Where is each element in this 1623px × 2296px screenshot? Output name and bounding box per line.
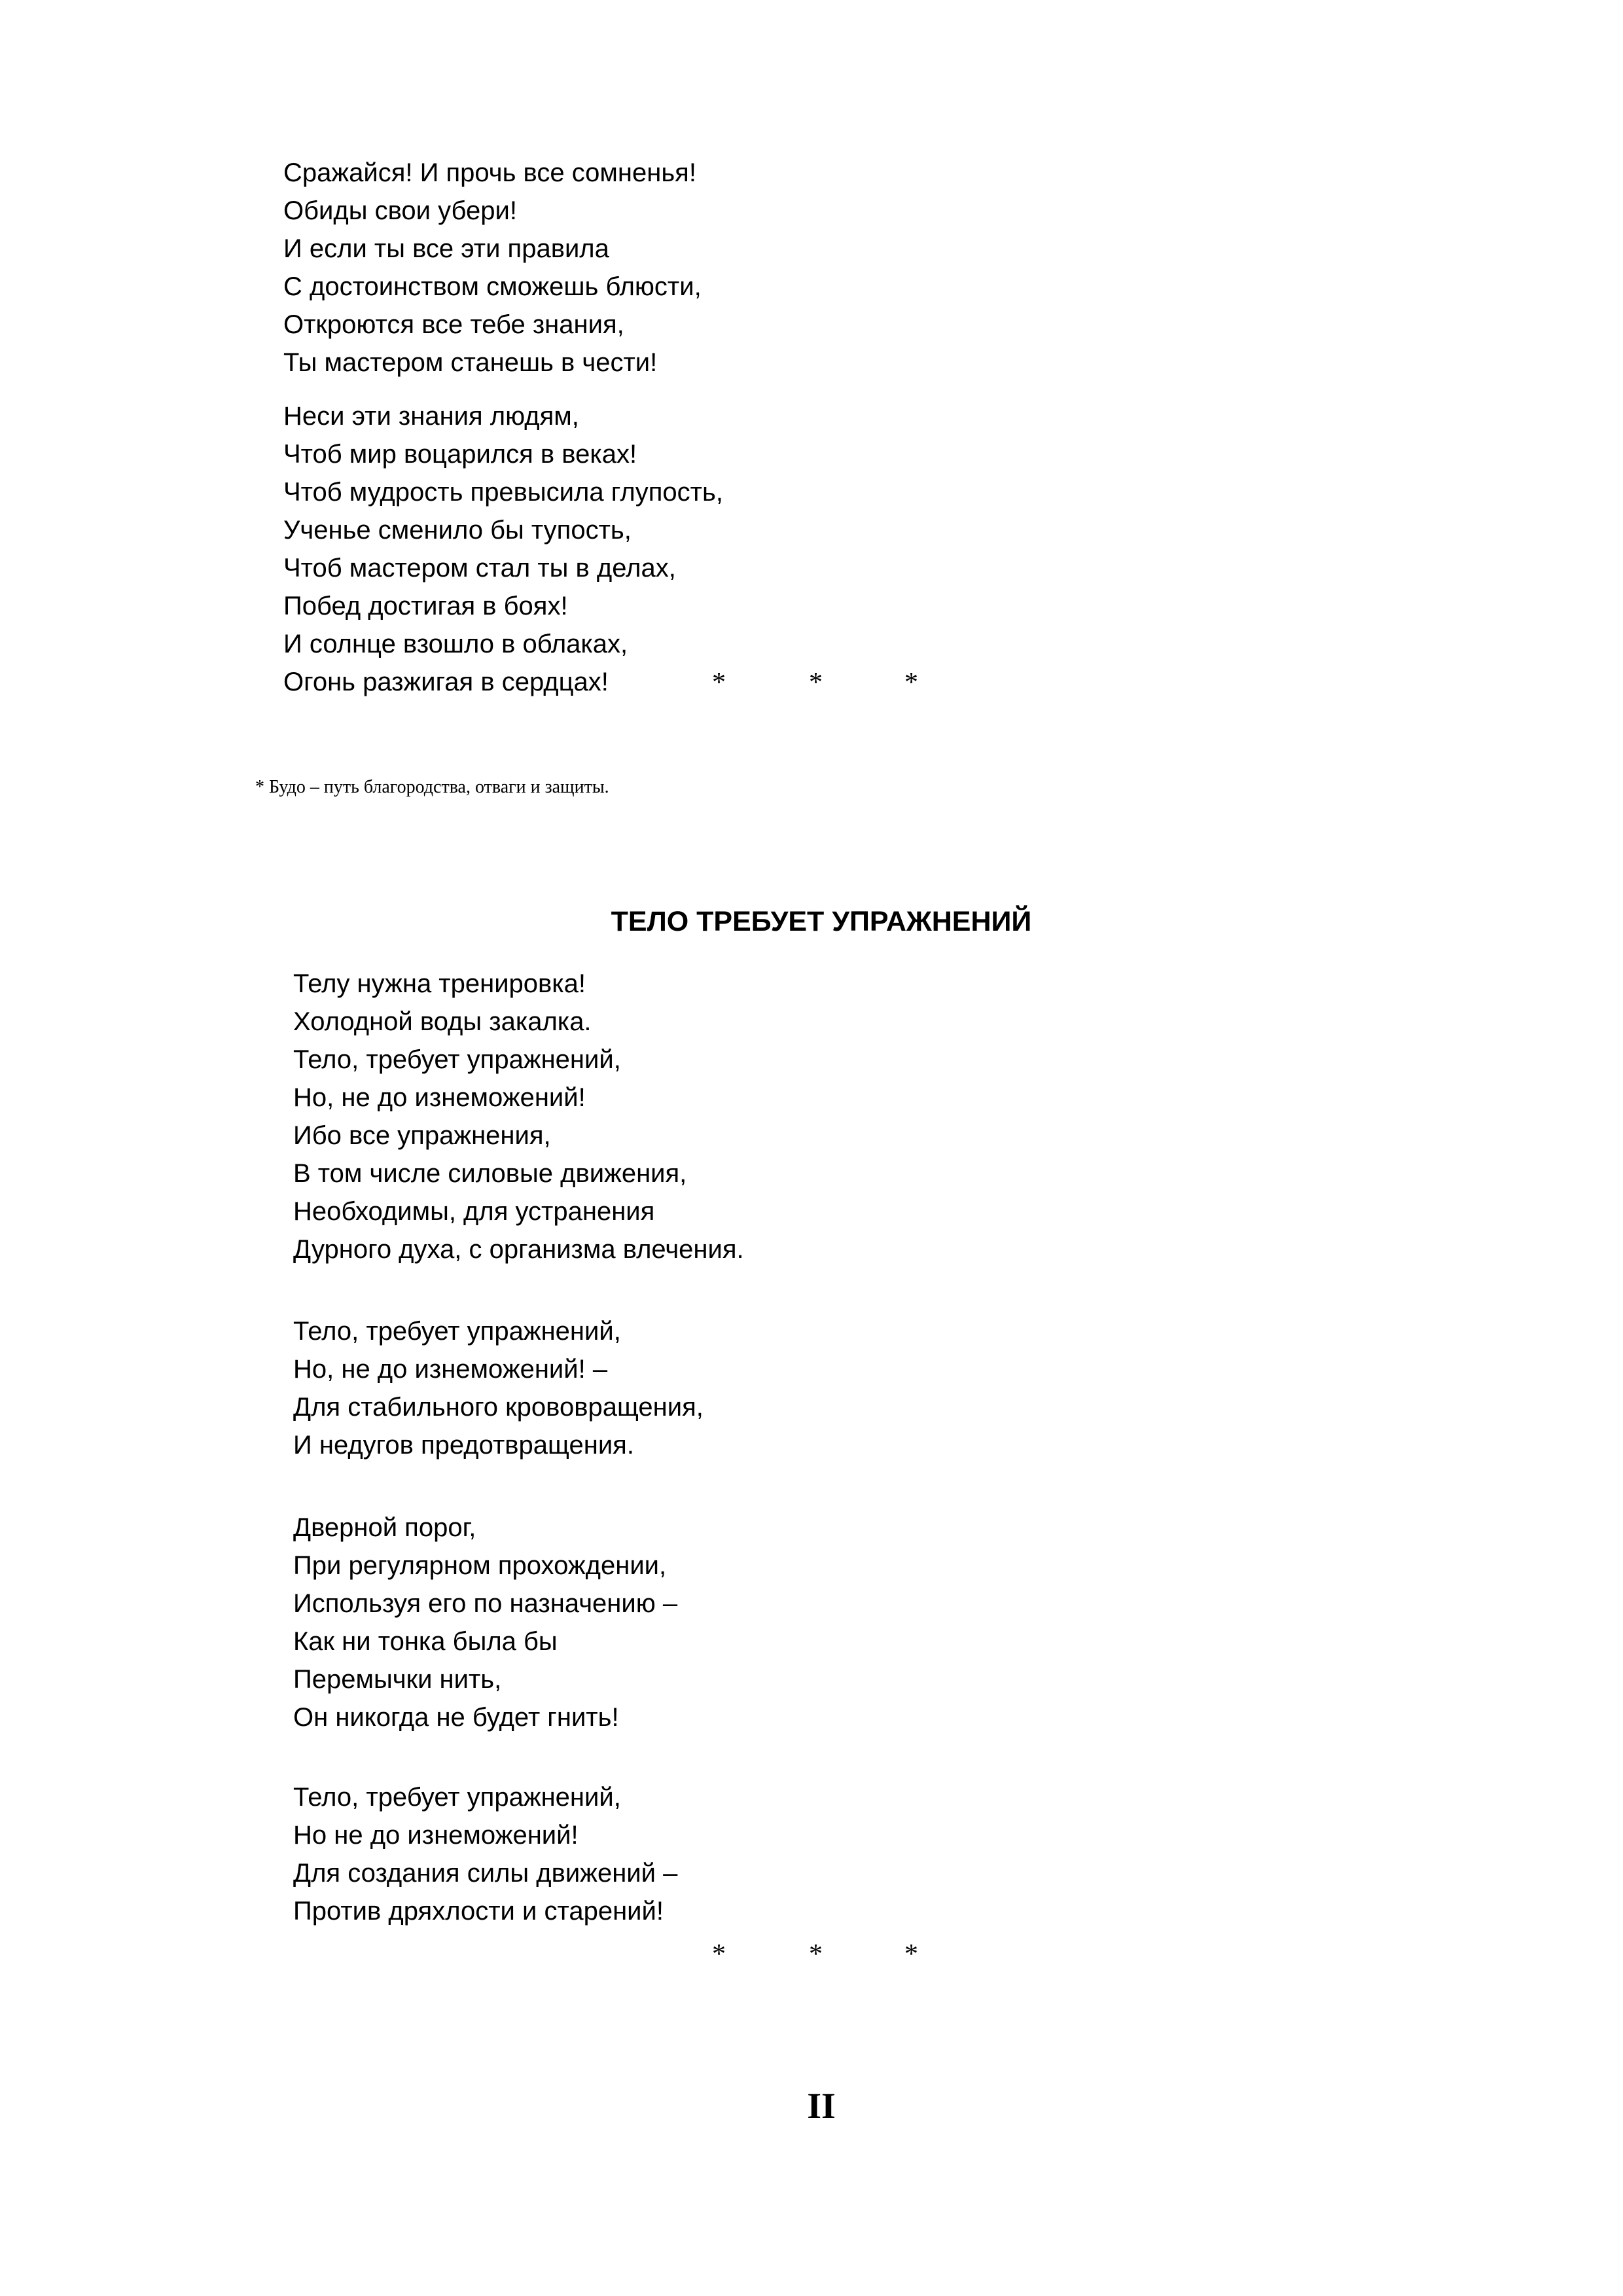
verse-line: Обиды свои убери! <box>283 196 517 225</box>
poem2-stanza-1 <box>293 965 744 1268</box>
poem1-stanza-2 <box>283 397 723 701</box>
verse-line: Неси эти знания людям, <box>283 402 579 431</box>
verse-line: Но, не до изнеможений! – <box>293 1355 608 1384</box>
verse-line: И солнце взошло в облаках, <box>283 630 628 658</box>
verse-line: Ибо все упражнения, <box>293 1121 551 1150</box>
page-number: II <box>807 2086 836 2126</box>
section-separator <box>0 669 1623 696</box>
verse-line: Холодной воды закалка. <box>293 1007 592 1036</box>
section-separator <box>0 1941 1623 1968</box>
verse-line: Тело, требует упражнений, <box>293 1045 621 1074</box>
verse-line: Но не до изнеможений! <box>293 1821 579 1850</box>
verse-line: Он никогда не будет гнить! <box>293 1703 619 1732</box>
verse-line: Как ни тонка была бы <box>293 1627 558 1656</box>
verse-line: Необходимы, для устранения <box>293 1197 655 1226</box>
verse-line: Для стабильного крововращения, <box>293 1393 704 1422</box>
poem2-stanza-4 <box>293 1778 677 1930</box>
verse-line: В том числе силовые движения, <box>293 1159 687 1188</box>
verse-line: Чтоб мастером стал ты в делах, <box>283 554 676 583</box>
verse-line: И если ты все эти правила <box>283 234 609 263</box>
verse-line: Побед достигая в боях! <box>283 592 568 620</box>
verse-line: Перемычки нить, <box>293 1665 502 1694</box>
poem-title: ТЕЛО ТРЕБУЕТ УПРАЖНЕНИЙ <box>611 906 1032 937</box>
separator-star: * <box>904 668 918 698</box>
verse-line: С достоинством сможешь блюсти, <box>283 272 702 301</box>
verse-line: Используя его по назначению – <box>293 1589 678 1618</box>
verse-line: Против дряхлости и старений! <box>293 1897 664 1926</box>
separator-star: * <box>809 668 823 698</box>
footnote: * Будо – путь благородства, отваги и защиты. <box>255 777 609 797</box>
poem2-stanza-3 <box>293 1509 677 1736</box>
verse-line: Откроются все тебе знания, <box>283 310 624 339</box>
poem1-stanza-1 <box>283 154 702 382</box>
verse-line: Сражайся! И прочь все сомненья! <box>283 158 696 187</box>
verse-line: Огонь разжигая в сердцах! <box>283 668 609 696</box>
verse-line: Дурного духа, с организма влечения. <box>293 1235 744 1264</box>
verse-line: Дверной порог, <box>293 1513 476 1542</box>
verse-line: Ты мастером станешь в чести! <box>283 348 658 377</box>
verse-line: Телу нужна тренировка! <box>293 969 586 998</box>
verse-line: Для создания силы движений – <box>293 1859 678 1888</box>
verse-line: Но, не до изнеможений! <box>293 1083 586 1112</box>
verse-line: Чтоб мир воцарился в веках! <box>283 440 637 469</box>
poem2-stanza-2 <box>293 1312 704 1464</box>
verse-line: Тело, требует упражнений, <box>293 1317 621 1346</box>
verse-line: При регулярном прохождении, <box>293 1551 667 1580</box>
separator-star: * <box>809 1939 823 1969</box>
verse-line: Ученье сменило бы тупость, <box>283 516 632 545</box>
verse-line: И недугов предотвращения. <box>293 1431 634 1460</box>
separator-star: * <box>712 668 726 698</box>
separator-star: * <box>712 1939 726 1969</box>
verse-line: Тело, требует упражнений, <box>293 1783 621 1812</box>
verse-line: Чтоб мудрость превысила глупость, <box>283 478 723 507</box>
separator-star: * <box>904 1939 918 1969</box>
